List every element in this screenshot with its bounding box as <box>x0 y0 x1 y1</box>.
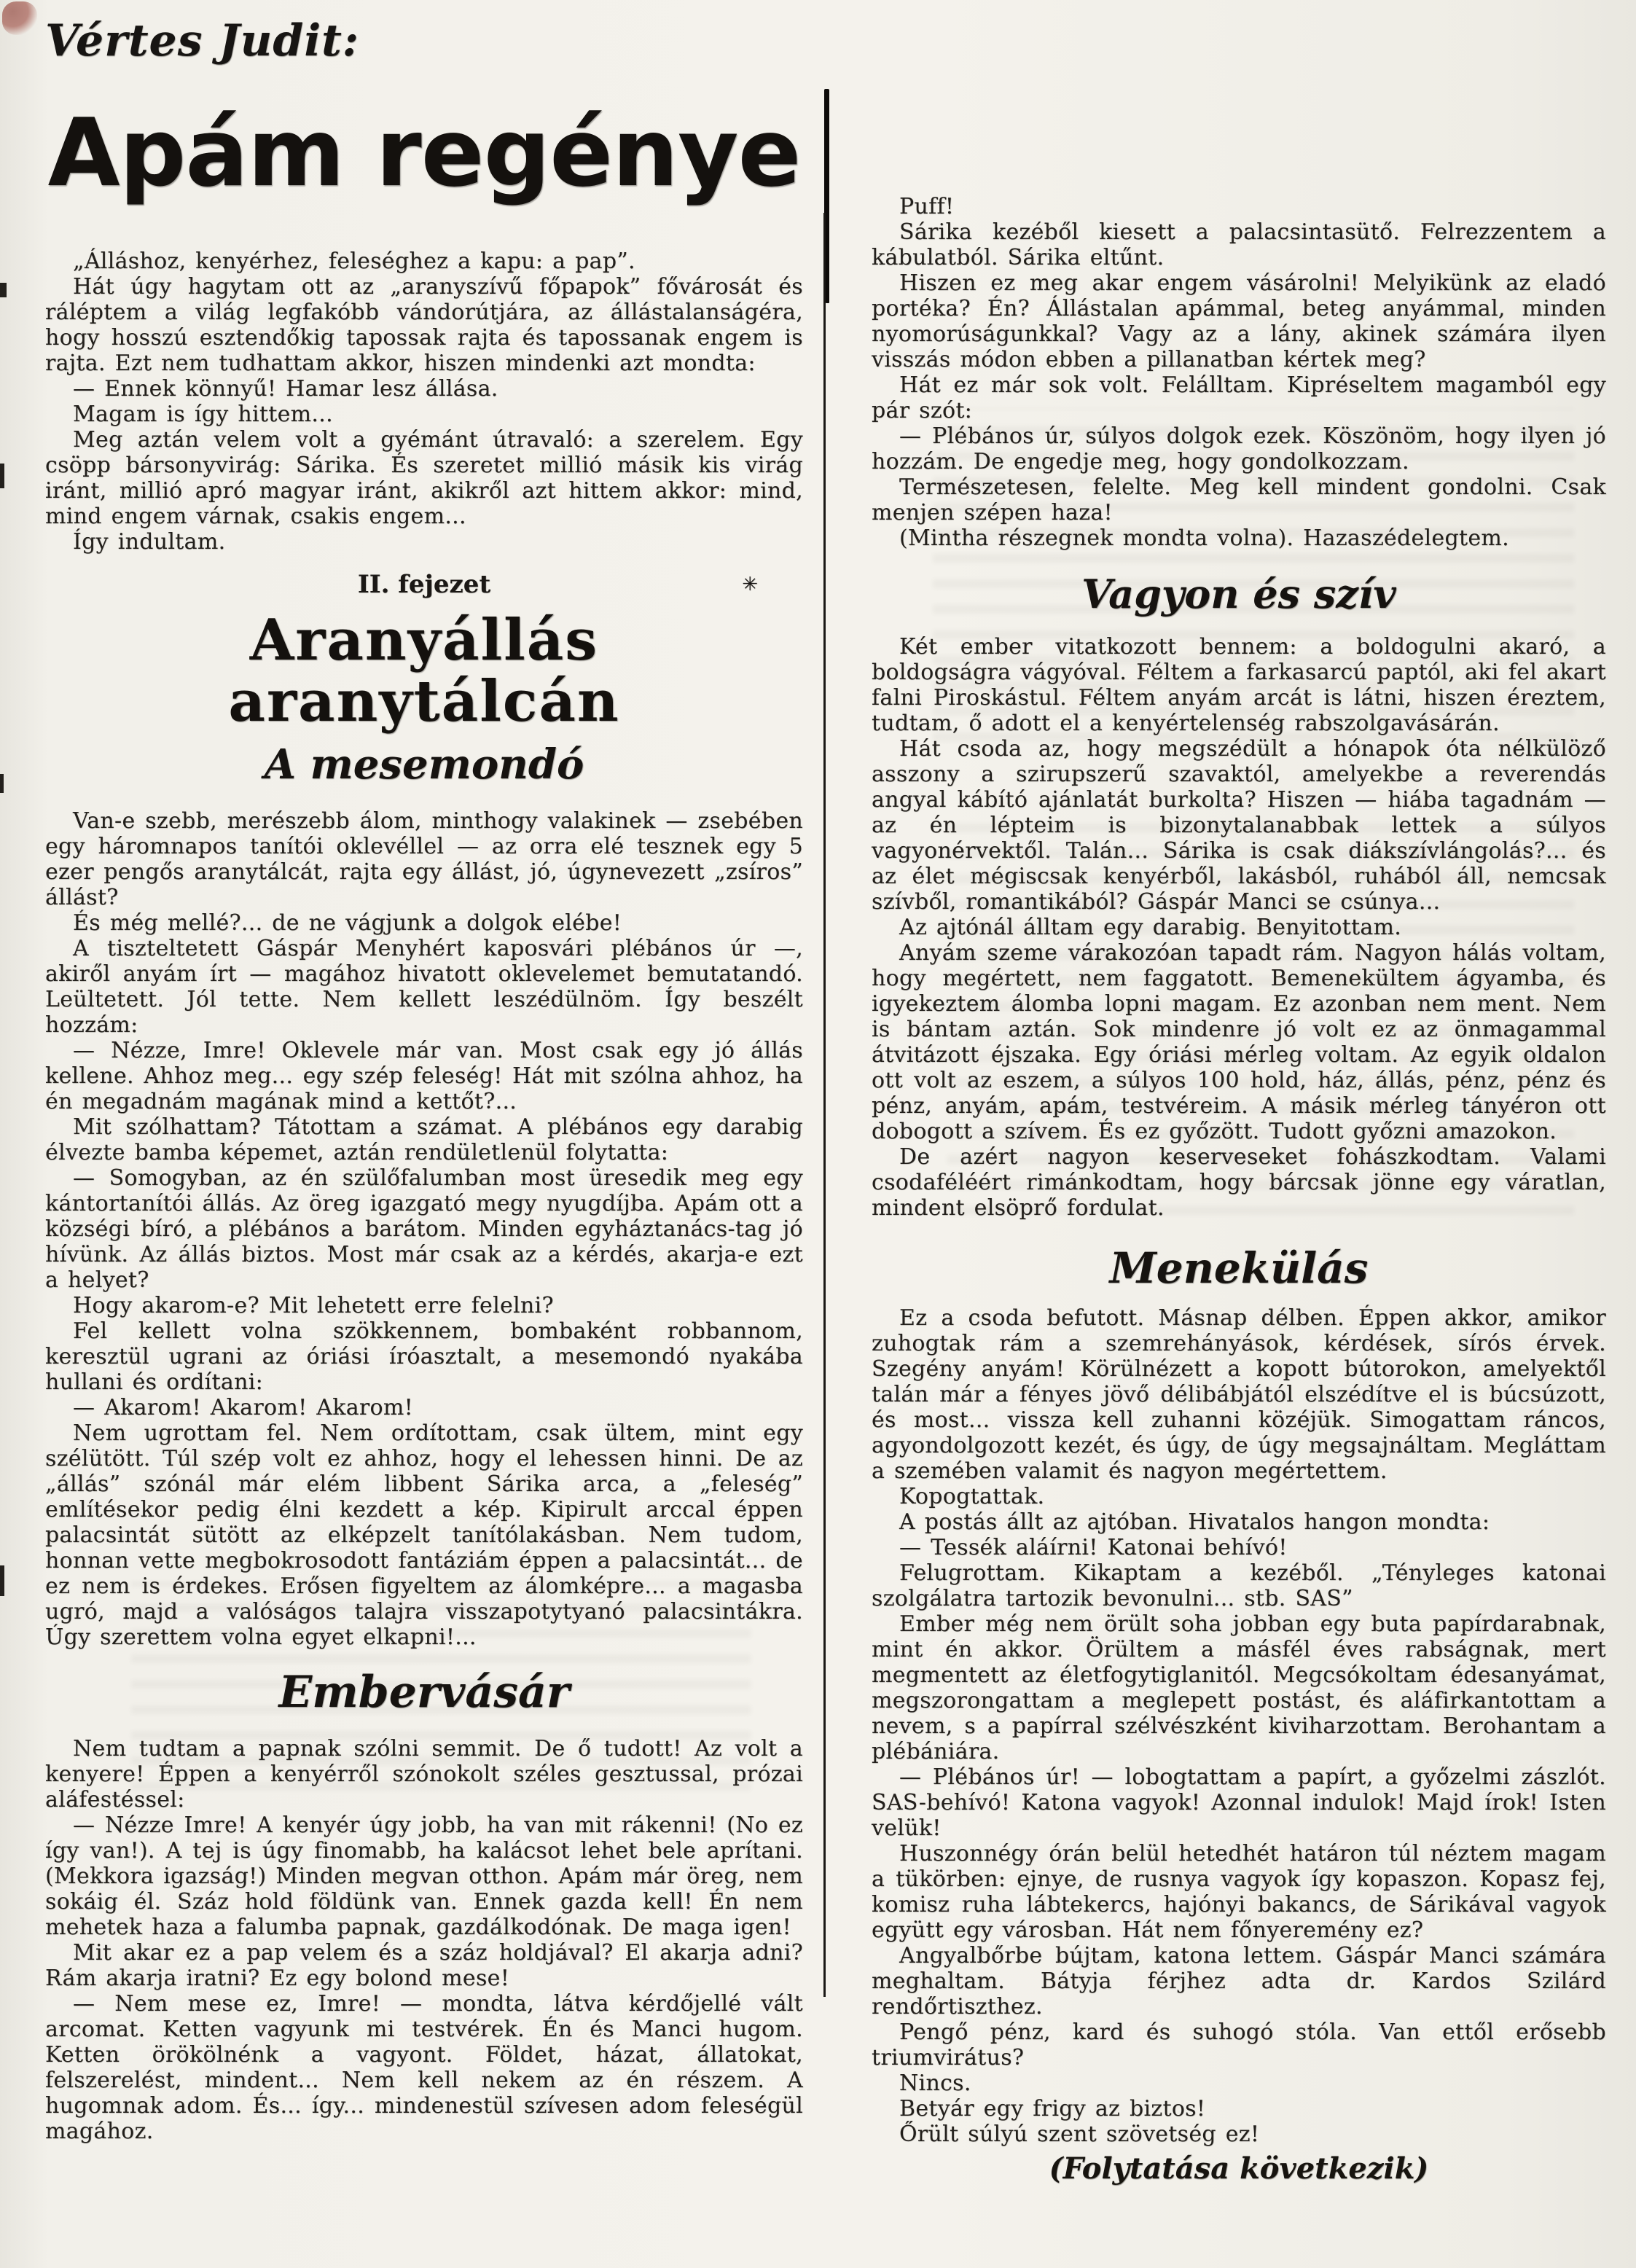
scan-edge-mark <box>0 464 4 488</box>
section-vagyon-paragraphs <box>872 634 1606 1221</box>
paragraph: „Álláshoz, kenyérhez, feleséghez a kapu: a pap”. <box>73 249 635 274</box>
section-menekulas-paragraphs <box>872 1305 1606 2147</box>
column-divider <box>823 213 826 1997</box>
paragraph: Magam is így hittem... <box>73 402 333 427</box>
paragraph: De azért nagyon keserveseket fohászkodtam. Valami csodaféléért rimánkodtam, hogy bárcsak jönne egy váratlan, mindent elsöprő fordulat. <box>872 1144 1606 1221</box>
paragraph: — Ennek könnyű! Hamar lesz állása. <box>73 376 498 402</box>
chapter-label: II. fejezet <box>357 570 491 599</box>
paragraph: Hát ez már sok volt. Felálltam. Kipréseltem magamból egy pár szót: <box>872 372 1606 423</box>
section-heading-embervasar: Embervásár <box>278 1667 570 1718</box>
paragraph: — Akarom! Akarom! Akarom! <box>73 1395 414 1420</box>
scan-edge-mark <box>0 283 7 297</box>
paragraph: Nincs. <box>899 2070 971 2096</box>
paragraph: Természetesen, felelte. Meg kell mindent gondolni. Csak menjen szépen haza! <box>872 474 1606 525</box>
paragraph: Anyám szeme várakozóan tapadt rám. Nagyon hálás voltam, hogy megértett, nem faggatott. Bemenekültem ágyamba, és igyekeztem álomba lopni magam. Ez azonban nem ment. Nem is bántam aztán. Sok mindenre jó volt ez az önmagammal átvitázott éjszaka. Egy óriási mérleg voltam. Az egyik oldalon ott volt az eszem, a súlyos 100 hold, ház, állás, pénz, pénz és pénz, anyám, apám, testvéreim. A másik mérleg tányéron ott dobogott a szívem. És ez győzött. Tudott győzni amazokon. <box>872 940 1606 1144</box>
section-embervasar-paragraphs <box>45 1736 803 2144</box>
paragraph: Angyalbőrbe bújtam, katona lettem. Gáspár Manci számára meghaltam. Bátyja férjhez adta dr. Kardos Szilárd rendőrtiszthez. <box>872 1943 1606 2019</box>
section-mesemondo-paragraphs <box>45 808 803 1650</box>
paragraph: — Tessék aláírni! Katonai behívó! <box>899 1535 1288 1560</box>
continuation-notice: (Folytatása következik) <box>1049 2151 1429 2186</box>
paragraph: Mit akar ez a pap velem és a száz holdjával? El akarja adni? Rám akarja iratni? Ez egy bolond mese! <box>45 1940 803 1991</box>
intro-paragraphs <box>45 249 803 555</box>
paragraph: A postás állt az ajtóban. Hivatalos hangon mondta: <box>899 1509 1490 1535</box>
paragraph: Puff! <box>899 194 955 219</box>
paragraph: Ez a csoda befutott. Másnap délben. Éppen akkor, amikor zuhogtak rám a szemrehányások, kérdések, sírós érvek. Szegény anyám! Körülnézett a kopott bútorokon, amelyektől talán már a fényes jövő délibábjától elszédítve el is búcsúzott, és most... vissza kell zuhanni közéjük. Simogattam ráncos, agyondolgozott kezét, és úgy, de úgy megsajnáltam. Megláttam a szemében valamit és nagyon megértettem. <box>872 1305 1606 1484</box>
paragraph: Ember még nem örült soha jobban egy buta papírdarabnak, mint én akkor. Örültem a másfél éves rabságnak, mert megmentett az életfogytiglanitól. Megcsókoltam édesanyámat, megszorongattam a meglepett postást, és aláfirkantottam a nevem, s a papírral szélvészként kiviharzottam. Berohantam a plébániára. <box>872 1611 1606 1764</box>
paragraph: Fel kellett volna szökkennem, bombaként robbannom, keresztül ugrani az óriási íróasztalt, a mesemondó nyakába hullani és ordítani: <box>45 1318 803 1395</box>
paragraph: (Mintha részegnek mondta volna). Hazaszédelegtem. <box>899 525 1509 551</box>
paragraph: — Plébános úr! — lobogtattam a papírt, a győzelmi zászlót. SAS-behívó! Katona vagyok! Azonnal indulok! Majd írok! Isten velük! <box>872 1764 1606 1841</box>
paragraph: Van-e szebb, merészebb álom, minthogy valakinek — zsebében egy háromnapos tanítói oklevéllel — az orra elé tesznek egy 5 ezer pengős aranytálcát, rajta egy állást, jó, úgynevezett „zsíros” állást? <box>45 808 803 910</box>
paragraph: — Nézze Imre! A kenyér úgy jobb, ha van mit rákenni! (No ez így van!). A tej is úgy finomabb, ha kalácsot lehet bele aprítani. (Mekkora igazság!) Minden megvan otthon. Apám már öreg, nem sokáig él. Száz hold földünk van. Ennek gazda kell! Én nem mehetek haza a falumba papnak, gazdálkodónak. De maga igen! <box>45 1813 803 1940</box>
paragraph: És még mellé?... de ne vágjunk a dolgok elébe! <box>73 910 622 936</box>
paragraph: Mit szólhattam? Tátottam a számat. A plébános egy darabig élvezte bamba képemet, aztán rendületlenül folytatta: <box>45 1114 803 1165</box>
paragraph: — Somogyban, az én szülőfalumban most üresedik meg egy kántortanítói állás. Az öreg igazgató megy nyugdíjba. Apám ott a községi bíró, a plébános a barátom. Minden egyháztanács-tag jó hívünk. Az állás biztos. Most már csak az a kérdés, akarja-e ezt a helyet? <box>45 1165 803 1293</box>
article-title: Apám regénye <box>47 99 801 208</box>
paragraph: Meg aztán velem volt a gyémánt útravaló: a szerelem. Egy csöpp bársonyvirág: Sárika. És szeretet millió másik kis virág iránt, millió apró magyar iránt, akikről azt hittem akkor: mind, mind engem várnak, csakis engem... <box>45 427 803 529</box>
paragraph: Az ajtónál álltam egy darabig. Benyitottam. <box>899 915 1402 940</box>
paragraph: Kopogtattak. <box>899 1484 1045 1509</box>
author-byline: Vértes Judit: <box>45 15 360 66</box>
column-divider-top <box>824 89 829 216</box>
paragraph: Betyár egy frigy az biztos! <box>899 2096 1206 2122</box>
paragraph: Két ember vitatkozott bennem: a boldogulni akaró, a boldogságra vágyóval. Féltem a farkasarcú paptól, aki fel akart falni Piroskástul. Féltem anyám arcát is látni, hiszen éreztem, tudtam, ő adott el a kenyértelenség rabszolgavásárán. <box>872 634 1606 736</box>
paragraph: Pengő pénz, kard és suhogó stóla. Van ettől erősebb triumvirátus? <box>872 2019 1606 2070</box>
paragraph: Nem ugrottam fel. Nem ordítottam, csak ültem, mint egy szélütött. Túl szép volt ez ahhoz, hogy el lehessen hinni. De az „állás” szónál már elém libbent Sárika arca, a „feleség” említésekor pedig élni kezdett a kép. Kipirult arccal éppen palacsintát sütött az elképzelt tanítólakásban. Nem tudom, honnan vette megbokrosodott fantáziám éppen a palacsintát... de ez nem is érdekes. Erősen figyeltem az álomképre... a magasba ugró, majd a valóságos talajra visszapotytyanó palacsintákra. Úgy szerettem volna egyet elkapni!... <box>45 1420 803 1650</box>
continuation-paragraphs <box>872 194 1606 551</box>
paragraph: Így indultam. <box>73 529 226 555</box>
section-heading-vagyon-es-sziv: Vagyon és szív <box>1081 571 1396 617</box>
left-column <box>45 15 803 2144</box>
chapter-label-row <box>45 571 803 598</box>
scan-smudge <box>2 1 37 35</box>
paragraph: A tiszteltetett Gáspár Menyhért kaposvári plébános úr —, akiről anyám írt — magához hivatott oklevelemet bemutatandó. Leültetett. Jól tette. Nem kellett leszédülnöm. Így beszélt hozzám: <box>45 936 803 1038</box>
paragraph: Hogy akarom-e? Mit lehetett erre felelni? <box>73 1293 554 1318</box>
paragraph: — Plébános úr, súlyos dolgok ezek. Köszönöm, hogy ilyen jó hozzám. De engedje meg, hogy gondolkozzam. <box>872 423 1606 474</box>
paragraph: Őrült súlyú szent szövetség ez! <box>899 2122 1260 2147</box>
paragraph: Hát csoda az, hogy megszédült a hónapok óta nélkülöző asszony a szirupszerű szavaktól, amelyekbe a reverendás angyal kábító ajánlatát burkolta? Hiszen — hiába tagadnám — az én lépteim is bizonytalanabbak lettek a súlyos vagyonérvektől. Talán... Sárika is csak diákszívlángolás?... és az élet mégiscsak kenyérből, lakásból, ruhából áll, nemcsak szívből, romantikából? Gáspár Manci se csúnya... <box>872 736 1606 915</box>
paragraph: Felugrottam. Kikaptam a kezéből. „Tényleges katonai szolgálatra tartozik bevonulni... stb. SAS” <box>872 1560 1606 1611</box>
paragraph: Sárika kezéből kiesett a palacsintasütő. Felrezzentem a kábulatból. Sárika eltűnt. <box>872 219 1606 270</box>
scan-edge-mark <box>0 774 4 793</box>
paragraph: Huszonnégy órán belül hetedhét határon túl néztem magam a tükörben: ejnye, de rusnya vagyok így kopaszon. Kopasz fej, komisz ruha lábtekercs, hajónyi bakancs, de Sárikával vagyok együtt egy városban. Hát nem főnyeremény ez? <box>872 1841 1606 1943</box>
chapter-title: Aranyállás aranytálcán <box>228 607 620 735</box>
paragraph: — Nézze, Imre! Oklevele már van. Most csak egy jó állás kellene. Ahhoz meg... egy szép feleség! Hát mit szólna ahhoz, ha én megadnám magának mind a kettőt?... <box>45 1038 803 1114</box>
paragraph: Hiszen ez meg akar engem vásárolni! Melyikünk az eladó portéka? Én? Állástalan apámmal, beteg anyámmal, minden nyomorúságunkkal? Vagy az a lány, akinek számára ilyen visszás módon ebben a pillanatban kértek meg? <box>872 270 1606 372</box>
section-heading-mesemondo: A mesemondó <box>264 740 584 789</box>
paragraph: — Nem mese ez, Imre! — mondta, látva kérdőjellé vált arcomat. Ketten vagyunk mi testvérek. Én és Manci hugom. Ketten örökölnénk a vagyont. Földet, házat, állatokat, felszerelést, mindent... Nem kell nekem az én részem. A hugomnak adom. És... így... mindenestül szívesen adom feleségül magához. <box>45 1991 803 2144</box>
fleuron-ornament-icon: ✳ <box>742 574 758 595</box>
paragraph: Hát úgy hagytam ott az „aranyszívű főpapok” fővárosát és ráléptem a világ legfakóbb vándorútjára, az állástalanságéra, hogy hosszú esztendőkig tapossak rajta és tapossanak engem is rajta. Ezt nem tudhattam akkor, hiszen mindenki azt mondta: <box>45 274 803 376</box>
paragraph: Nem tudtam a papnak szólni semmit. De ő tudott! Az volt a kenyere! Éppen a kenyérről szónokolt széles gesztussal, prózai aláfestéssel: <box>45 1736 803 1813</box>
scan-edge-mark <box>0 1565 4 1596</box>
right-column <box>872 194 1606 2185</box>
section-heading-menekulas: Menekülás <box>1109 1243 1369 1293</box>
